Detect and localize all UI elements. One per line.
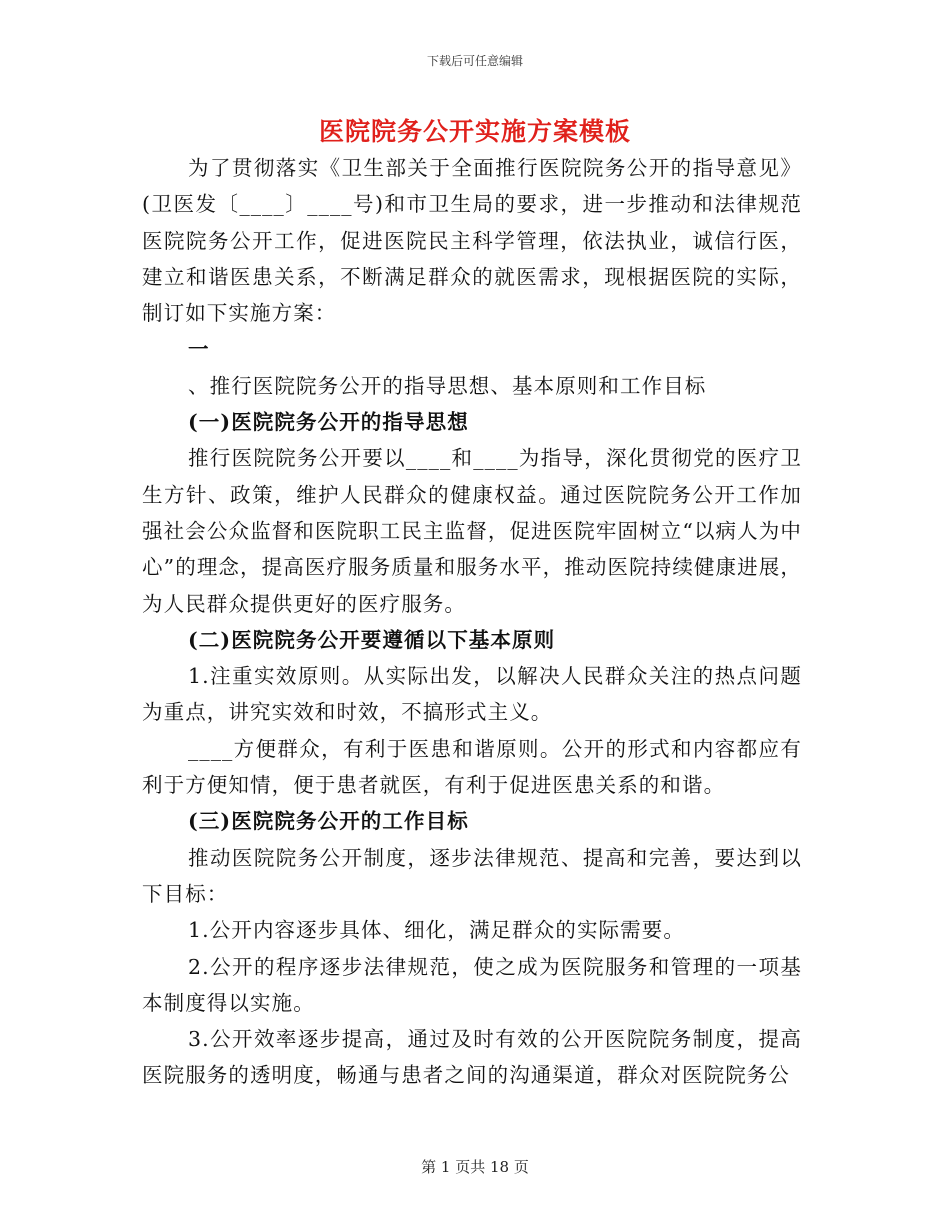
section-one-number: 一 — [188, 337, 210, 362]
section-2-heading: (二)医院院务公开要遵循以下基本原则 — [188, 627, 556, 652]
document-body — [142, 150, 802, 1094]
section-1-heading: (一)医院院务公开的指导思想 — [188, 410, 469, 435]
intro-paragraph: 为了贯彻落实《卫生部关于全面推行医院院务公开的指导意见》(卫医发〔____〕____号)和市卫生局的要求，进一步推动和法律规范医院院务公开工作，促进医院民主科学管理，依法执业，诚信行医，建立和谐医患关系，不断满足群众的就医需求，现根据医院的实际，制订如下实施方案： — [142, 156, 802, 326]
page-footer: 第 1 页共 18 页 — [421, 1158, 529, 1176]
section-2-principle-1: 1.注重实效原则。从实际出发，以解决人民群众关注的热点问题为重点，讲究实效和时效，不搞形式主义。 — [142, 664, 802, 725]
section-one-title: 、推行医院院务公开的指导思想、基本原则和工作目标 — [188, 373, 707, 398]
section-2-principle-2: ____方便群众，有利于医患和谐原则。公开的形式和内容都应有利于方便知情，便于患者就医，有利于促进医患关系的和谐。 — [142, 736, 802, 798]
document-title: 医院院务公开实施方案模板 — [318, 117, 631, 146]
section-1-body: 推行医院院务公开要以____和____为指导，深化贯彻党的医疗卫生方针、政策，维护人民群众的健康权益。通过医院院务公开工作加强社会公众监督和医院职工民主监督，促进医院牢固树立“以病人为中心”的理念，提高医疗服务质量和服务水平，推动医院持续健康进展，为人民群众提供更好的医疗服务。 — [142, 446, 802, 616]
section-3-item-3: 3.公开效率逐步提高，通过及时有效的公开医院院务制度，提高医院服务的透明度，畅通与患者之间的沟通渠道，群众对医院院务公 — [142, 1027, 802, 1088]
header-note: 下载后可任意编辑 — [426, 54, 523, 68]
section-3-item-1: 1.公开内容逐步具体、细化，满足群众的实际需要。 — [188, 918, 685, 943]
section-3-intro: 推动医院院务公开制度，逐步法律规范、提高和完善，要达到以下目标： — [142, 845, 802, 906]
section-3-heading: (三)医院院务公开的工作目标 — [188, 809, 469, 834]
section-3-item-2: 2.公开的程序逐步法律规范，使之成为医院服务和管理的一项基本制度得以实施。 — [142, 954, 802, 1015]
